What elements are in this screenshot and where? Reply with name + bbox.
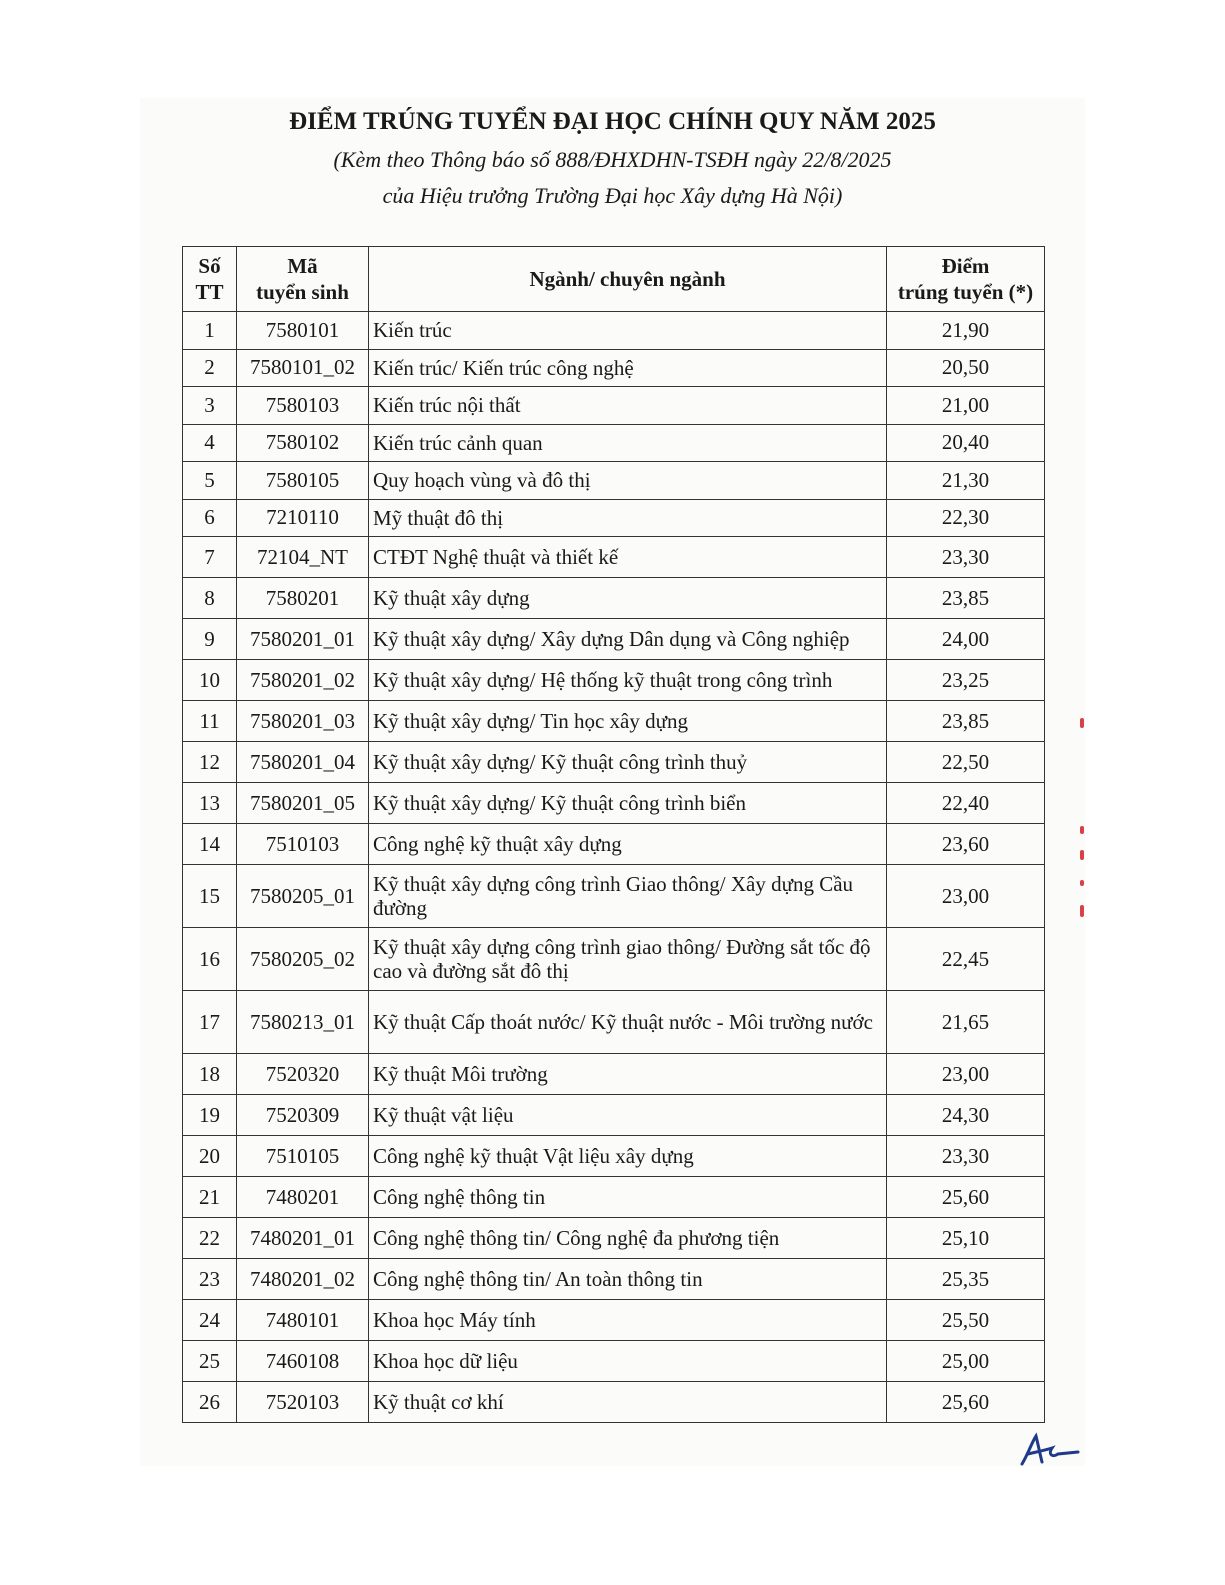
document-title: ĐIỂM TRÚNG TUYỂN ĐẠI HỌC CHÍNH QUY NĂM 2025 [289,108,936,135]
row-stt: 25 [183,1341,237,1382]
row-stt: 5 [183,462,237,500]
table-row [183,1095,1045,1136]
signature-mark [1018,1432,1080,1468]
row-ma: 7580103 [237,387,369,425]
admission-scores-table [182,246,1045,1423]
stamp-edge-mark [1080,905,1084,917]
row-nganh: Kỹ thuật xây dựng/ Xây dựng Dân dụng và Công nghiệp [369,619,887,660]
stamp-edge-mark [1080,826,1084,834]
row-nganh: Kỹ thuật Cấp thoát nước/ Kỹ thuật nước - Môi trường nước [369,991,887,1054]
row-nganh: Mỹ thuật đô thị [369,499,887,537]
row-ma: 7580101_02 [237,349,369,387]
row-ma: 7520103 [237,1382,369,1423]
table-row [183,1259,1045,1300]
row-nganh: Quy hoạch vùng và đô thị [369,462,887,500]
row-ma: 7520309 [237,1095,369,1136]
row-diem: 25,10 [887,1218,1045,1259]
row-ma: 7580102 [237,424,369,462]
header-stt [183,247,237,312]
row-nganh: Kỹ thuật xây dựng/ Kỹ thuật công trình thuỷ [369,742,887,783]
table-row [183,928,1045,991]
row-diem: 25,60 [887,1382,1045,1423]
row-ma: 7510105 [237,1136,369,1177]
row-stt: 22 [183,1218,237,1259]
row-ma: 72104_NT [237,537,369,578]
row-ma: 7580201_04 [237,742,369,783]
document-subtitle-line2: của Hiệu trưởng Trường Đại học Xây dựng Hà Nội) [382,183,843,208]
table-row [183,1136,1045,1177]
row-stt: 13 [183,783,237,824]
row-stt: 16 [183,928,237,991]
row-stt: 26 [183,1382,237,1423]
row-diem: 24,30 [887,1095,1045,1136]
header-ma-line2: tuyển sinh [256,280,349,304]
table-row [183,660,1045,701]
table-row [183,499,1045,537]
row-stt: 18 [183,1054,237,1095]
row-nganh: Kiến trúc cảnh quan [369,424,887,462]
header-ma-line1: Mã [287,254,318,278]
row-diem: 22,50 [887,742,1045,783]
row-ma: 7580201 [237,578,369,619]
row-stt: 14 [183,824,237,865]
row-nganh: Kỹ thuật xây dựng/ Kỹ thuật công trình biển [369,783,887,824]
row-nganh: Kỹ thuật cơ khí [369,1382,887,1423]
row-nganh: Công nghệ thông tin [369,1177,887,1218]
table-row [183,537,1045,578]
table-row [183,783,1045,824]
row-ma: 7580213_01 [237,991,369,1054]
row-ma: 7480201_01 [237,1218,369,1259]
header-stt-line1: Số [198,254,221,278]
row-nganh: CTĐT Nghệ thuật và thiết kế [369,537,887,578]
row-stt: 20 [183,1136,237,1177]
header-diem [887,247,1045,312]
row-diem: 23,85 [887,701,1045,742]
row-diem: 21,65 [887,991,1045,1054]
row-ma: 7480101 [237,1300,369,1341]
row-nganh: Kỹ thuật xây dựng công trình Giao thông/ Xây dựng Cầu đường [369,865,887,928]
table-row [183,424,1045,462]
table-body [183,312,1045,1423]
row-diem: 21,00 [887,387,1045,425]
row-ma: 7480201_02 [237,1259,369,1300]
header-stt-line2: TT [195,280,224,304]
table-row [183,742,1045,783]
row-ma: 7580205_02 [237,928,369,991]
row-nganh: Khoa học dữ liệu [369,1341,887,1382]
table-row [183,1382,1045,1423]
row-diem: 25,60 [887,1177,1045,1218]
row-nganh: Kỹ thuật vật liệu [369,1095,887,1136]
row-nganh: Công nghệ thông tin/ An toàn thông tin [369,1259,887,1300]
stamp-edge-mark [1080,718,1084,728]
row-ma: 7580201_02 [237,660,369,701]
row-diem: 21,30 [887,462,1045,500]
row-ma: 7580201_03 [237,701,369,742]
row-nganh: Kiến trúc/ Kiến trúc công nghệ [369,349,887,387]
row-ma: 7580205_01 [237,865,369,928]
row-stt: 6 [183,499,237,537]
row-stt: 4 [183,424,237,462]
row-nganh: Công nghệ kỹ thuật xây dựng [369,824,887,865]
row-nganh: Kỹ thuật xây dựng công trình giao thông/ Đường sắt tốc độ cao và đường sắt đô thị [369,928,887,991]
row-stt: 21 [183,1177,237,1218]
table-row [183,1177,1045,1218]
table-row [183,619,1045,660]
row-stt: 3 [183,387,237,425]
row-stt: 11 [183,701,237,742]
table-row [183,1054,1045,1095]
document-subtitle-line1: (Kèm theo Thông báo số 888/ĐHXDHN-TSĐH ngày 22/8/2025 [333,147,892,172]
row-diem: 22,45 [887,928,1045,991]
row-nganh: Kỹ thuật xây dựng/ Tin học xây dựng [369,701,887,742]
row-stt: 19 [183,1095,237,1136]
row-diem: 23,85 [887,578,1045,619]
row-ma: 7480201 [237,1177,369,1218]
row-diem: 21,90 [887,312,1045,350]
row-diem: 23,00 [887,865,1045,928]
row-ma: 7580105 [237,462,369,500]
table-row [183,387,1045,425]
row-diem: 23,60 [887,824,1045,865]
row-nganh: Kỹ thuật xây dựng [369,578,887,619]
table-row [183,701,1045,742]
row-ma: 7520320 [237,1054,369,1095]
row-diem: 25,50 [887,1300,1045,1341]
row-diem: 23,25 [887,660,1045,701]
row-nganh: Công nghệ thông tin/ Công nghệ đa phương tiện [369,1218,887,1259]
table-row [183,1300,1045,1341]
row-stt: 10 [183,660,237,701]
row-ma: 7580201_01 [237,619,369,660]
row-ma: 7580101 [237,312,369,350]
row-stt: 8 [183,578,237,619]
row-nganh: Kiến trúc nội thất [369,387,887,425]
table-row [183,1218,1045,1259]
row-diem: 23,30 [887,1136,1045,1177]
table-row [183,991,1045,1054]
row-nganh: Công nghệ kỹ thuật Vật liệu xây dựng [369,1136,887,1177]
row-stt: 2 [183,349,237,387]
row-diem: 23,30 [887,537,1045,578]
row-diem: 25,35 [887,1259,1045,1300]
table-row [183,578,1045,619]
row-diem: 20,50 [887,349,1045,387]
row-stt: 17 [183,991,237,1054]
table-header-row [183,247,1045,312]
header-diem-line1: Điểm [941,254,990,278]
row-stt: 23 [183,1259,237,1300]
row-diem: 22,30 [887,499,1045,537]
stamp-edge-mark [1080,850,1084,860]
table-row [183,824,1045,865]
row-ma: 7460108 [237,1341,369,1382]
table-row [183,462,1045,500]
row-stt: 1 [183,312,237,350]
row-diem: 24,00 [887,619,1045,660]
row-nganh: Kiến trúc [369,312,887,350]
row-nganh: Kỹ thuật Môi trường [369,1054,887,1095]
row-diem: 23,00 [887,1054,1045,1095]
row-diem: 20,40 [887,424,1045,462]
row-stt: 12 [183,742,237,783]
row-stt: 24 [183,1300,237,1341]
table-row [183,865,1045,928]
table-row [183,349,1045,387]
row-nganh: Khoa học Máy tính [369,1300,887,1341]
row-diem: 25,00 [887,1341,1045,1382]
row-ma: 7210110 [237,499,369,537]
row-stt: 15 [183,865,237,928]
row-stt: 7 [183,537,237,578]
row-stt: 9 [183,619,237,660]
header-ma [237,247,369,312]
row-diem: 22,40 [887,783,1045,824]
table-row [183,1341,1045,1382]
row-nganh: Kỹ thuật xây dựng/ Hệ thống kỹ thuật trong công trình [369,660,887,701]
table-row [183,312,1045,350]
row-ma: 7510103 [237,824,369,865]
stamp-edge-mark [1080,880,1084,886]
header-nganh: Ngành/ chuyên ngành [369,247,887,312]
header-diem-line2: trúng tuyển (*) [897,280,1034,304]
row-ma: 7580201_05 [237,783,369,824]
